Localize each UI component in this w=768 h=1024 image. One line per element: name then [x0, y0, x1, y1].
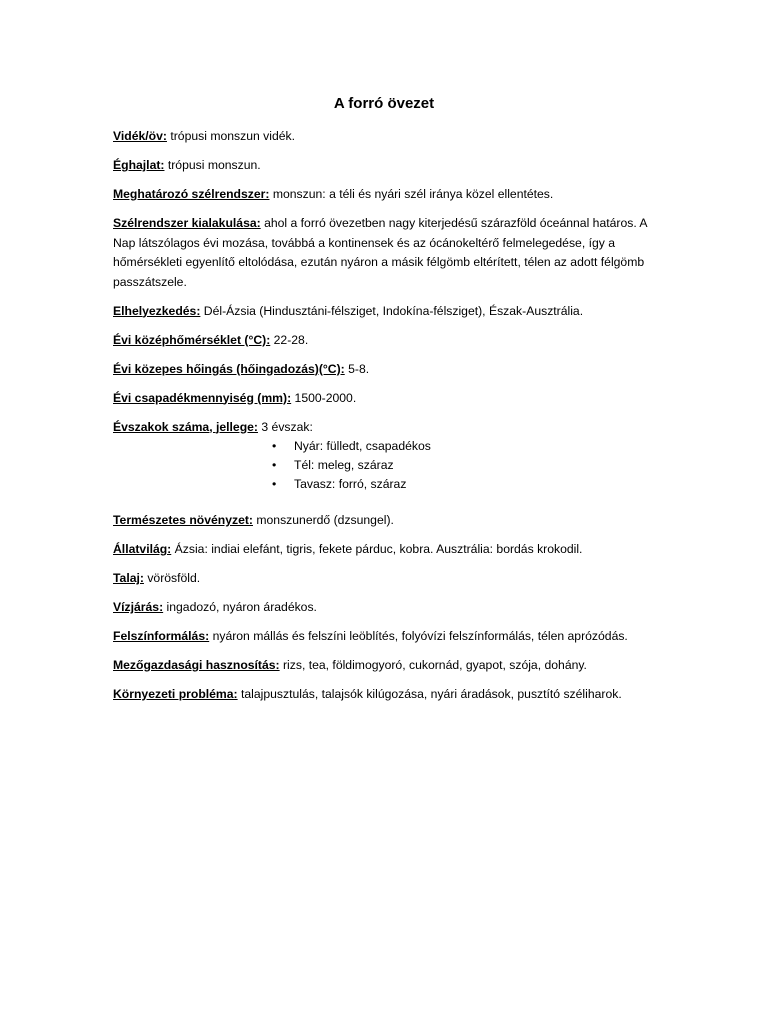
section-paragraph [113, 214, 653, 292]
list-item-text: Tél: meleg, száraz [294, 458, 394, 472]
section-text: Dél-Ázsia (Hindusztáni-félsziget, Indokína-félsziget), Észak-Ausztrália. [200, 303, 584, 318]
section-paragraph [113, 569, 653, 589]
section-text: vörösföld. [143, 571, 201, 585]
list-item-text: Nyár: fülledt, csapadékos [294, 439, 431, 453]
list-item [113, 437, 653, 456]
section-label: Meghatározó szélrendszer: [113, 187, 270, 201]
section-text: ingadozó, nyáron áradékos. [163, 600, 317, 614]
section-text: talajpusztulás, talajsók kilúgozása, nyári áradások, pusztító széliharok. [237, 687, 622, 701]
section-label: Elhelyezkedés: [113, 303, 201, 318]
section-label: Állatvilág: [113, 542, 172, 556]
section-text: trópusi monszun vidék. [166, 129, 295, 143]
section-label: Felszínformálás: [113, 629, 210, 643]
section-label: Vidék/öv: [113, 129, 167, 143]
section-paragraph [113, 185, 653, 205]
bullet-icon: • [272, 458, 277, 472]
section-paragraph [113, 511, 653, 531]
section-text: Ázsia: indiai elefánt, tigris, fekete párduc, kobra. Ausztrália: bordás krokodil. [171, 542, 583, 556]
list-item [113, 456, 653, 475]
section-label: Mezőgazdasági hasznosítás: [113, 658, 280, 672]
section-text: 22-28. [270, 332, 309, 347]
section-label: Évi csapadékmennyiség (mm): [113, 390, 292, 405]
section-paragraph [113, 685, 653, 705]
section-label: Vízjárás: [113, 600, 164, 614]
season-list [113, 437, 653, 494]
section-paragraph [113, 598, 653, 618]
section-paragraph [113, 540, 653, 560]
section-text: 3 évszak: [257, 419, 313, 434]
list-item-text: Tavasz: forró, száraz [294, 477, 407, 491]
document-body [113, 127, 653, 714]
section-label: Talaj: [113, 571, 144, 585]
section-paragraph [113, 156, 653, 176]
section-paragraph [113, 418, 653, 438]
section-label: Természetes növényzet: [113, 513, 253, 527]
section-paragraph [113, 360, 653, 380]
section-label: Éghajlat: [113, 158, 165, 172]
page-title: A forró övezet [333, 95, 435, 112]
section-label: Évi középhőmérséklet (°C): [113, 332, 271, 347]
section-paragraph [113, 656, 653, 676]
section-text: 1500-2000. [291, 390, 357, 405]
section-paragraph [113, 627, 653, 647]
bullet-icon: • [272, 439, 277, 453]
section-text: monszun: a téli és nyári szél iránya közel ellentétes. [269, 187, 554, 201]
section-text: nyáron mállás és felszíni leöblítés, folyóvízi felszínformálás, télen aprózódás. [209, 629, 628, 643]
section-label: Környezeti probléma: [113, 687, 238, 701]
section-label: Évszakok száma, jellege: [113, 419, 258, 434]
section-paragraph [113, 302, 653, 322]
section-text: rizs, tea, földimogyoró, cukornád, gyapot, szója, dohány. [279, 658, 587, 672]
section-paragraph [113, 127, 653, 147]
section-text: monszunerdő (dzsungel). [252, 513, 394, 527]
section-text: ahol a forró övezetben nagy kiterjedésű szárazföld óceánnal határos. A Nap látszólagos évi mozása, továbbá a kontinensek és az ócánokeltérő felmelegedése, így a hőmérsékleti egyenlítő eltolódása, ezután nyáron a másik félgömb eltérített, télen az adott félgömb passzátszele. [113, 216, 647, 289]
section-label: Évi közepes hőingás (hőingadozás)(°C): [113, 361, 345, 376]
section-label: Szélrendszer kialakulása: [113, 216, 261, 230]
section-paragraph [113, 389, 653, 409]
list-item [113, 475, 653, 494]
section-paragraph [113, 331, 653, 351]
section-text: trópusi monszun. [164, 158, 261, 172]
bullet-icon: • [272, 477, 277, 491]
section-text: 5-8. [344, 361, 370, 376]
